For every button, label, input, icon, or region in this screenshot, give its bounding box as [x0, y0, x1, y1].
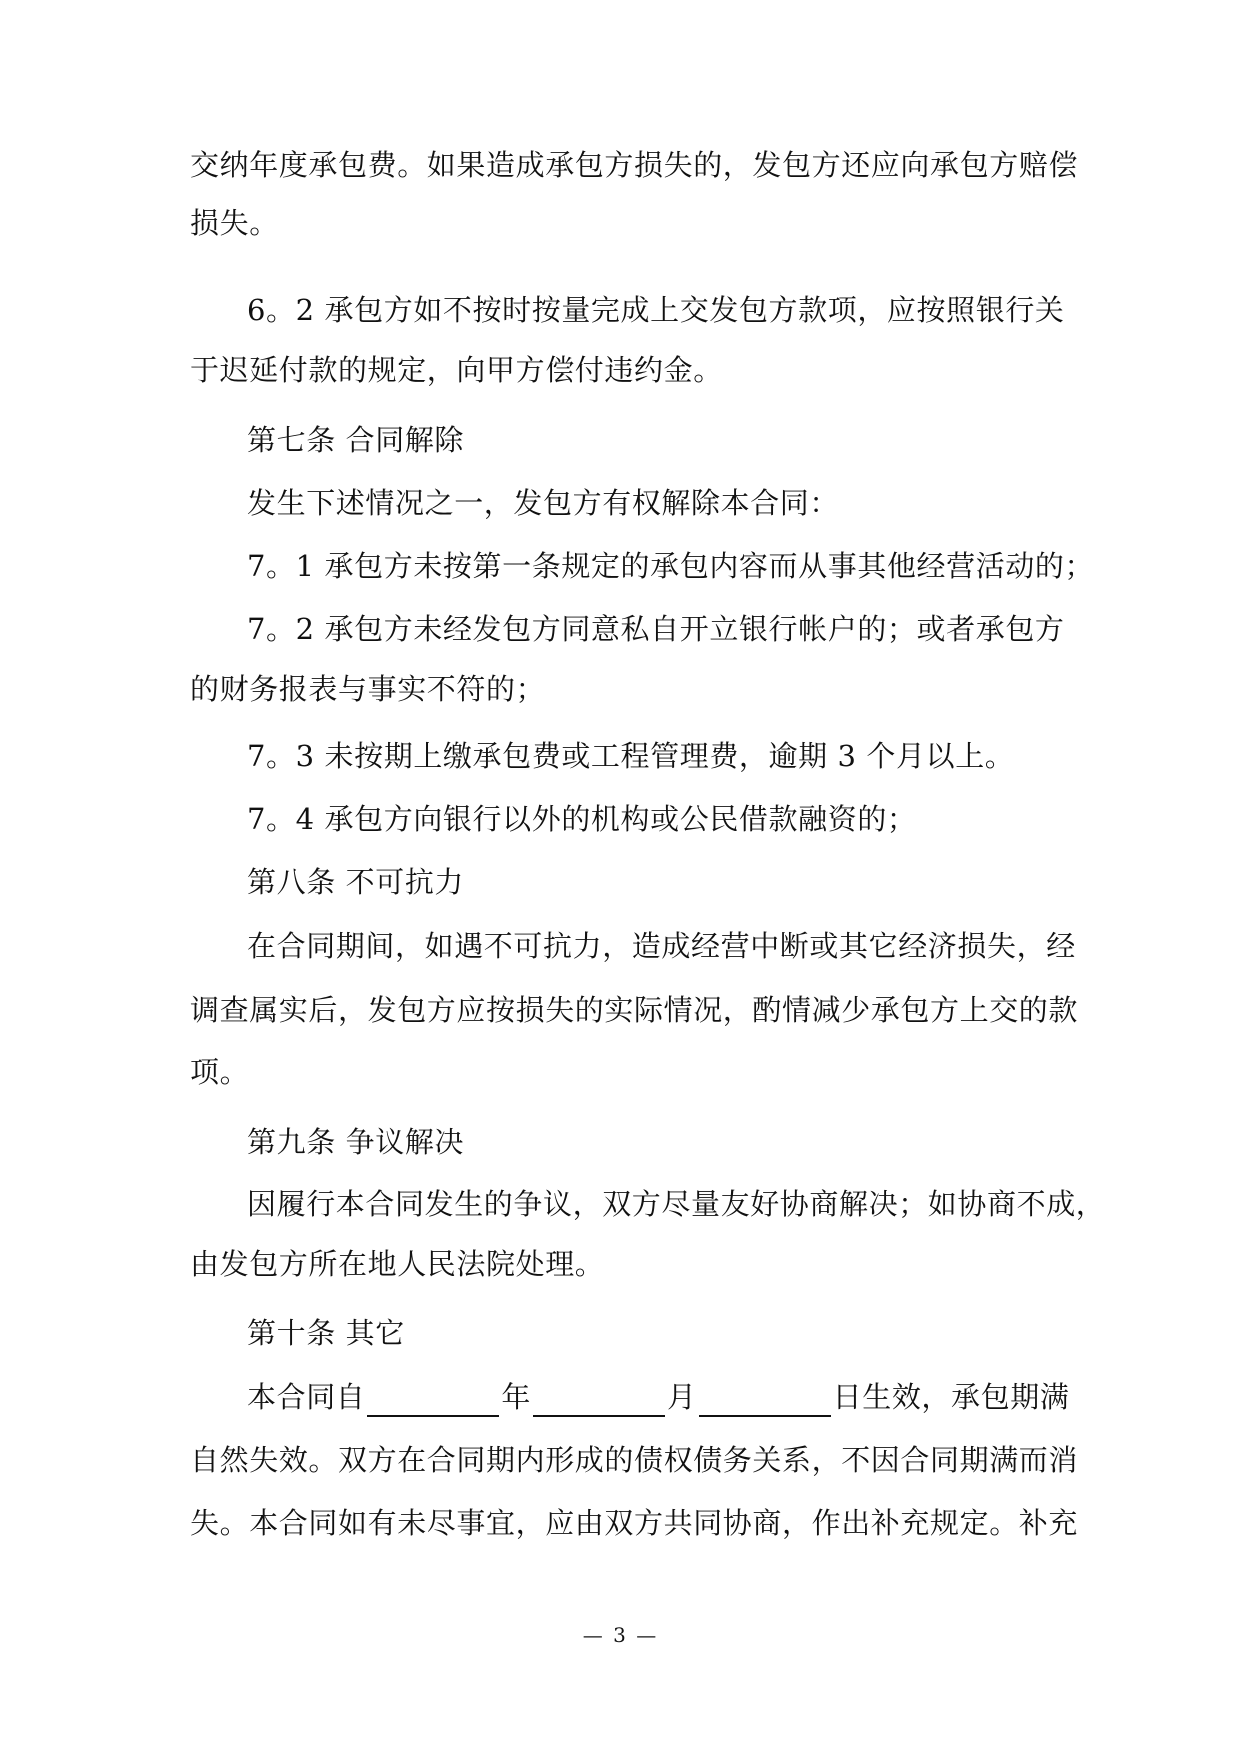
article-10-heading: 第十条 其它 [247, 1316, 405, 1350]
paragraph-line: 失。本合同如有未尽事宜，应由双方共同协商，作出补充规定。补充 [190, 1506, 1079, 1540]
paragraph-line: 因履行本合同发生的争议，双方尽量友好协商解决；如协商不成， [247, 1187, 1106, 1221]
paragraph-line: 于迟延付款的规定，向甲方偿付违约金。 [190, 353, 723, 387]
paragraph-line: 的财务报表与事实不符的； [190, 672, 546, 706]
clause-7-1-line: 7。1 承包方未按第一条规定的承包内容而从事其他经营活动的； [247, 549, 1095, 583]
paragraph-line: 发生下述情况之一，发包方有权解除本合同： [247, 486, 840, 520]
paragraph-line: 项。 [190, 1055, 250, 1089]
article-8-heading: 第八条 不可抗力 [247, 865, 465, 899]
page-number: — 3 — [582, 1623, 659, 1647]
paragraph-line: 调查属实后，发包方应按损失的实际情况，酌情减少承包方上交的款 [190, 993, 1079, 1027]
effective-suffix: 日生效，承包期满 [832, 1380, 1070, 1414]
day-blank[interactable] [699, 1385, 831, 1417]
article-7-heading: 第七条 合同解除 [247, 423, 465, 457]
article-9-heading: 第九条 争议解决 [247, 1125, 465, 1159]
month-label: 月 [667, 1380, 697, 1414]
year-label: 年 [501, 1380, 532, 1414]
effective-prefix: 本合同自 [247, 1380, 366, 1414]
paragraph-line: 自然失效。双方在合同期内形成的债权债务关系，不因合同期满而消 [190, 1443, 1079, 1477]
effective-date-line [247, 1377, 1069, 1417]
paragraph-line: 在合同期间，如遇不可抗力，造成经营中断或其它经济损失，经 [247, 929, 1076, 963]
clause-7-3-line: 7。3 未按期上缴承包费或工程管理费，逾期 3 个月以上。 [247, 739, 1015, 773]
clause-7-4-line: 7。4 承包方向银行以外的机构或公民借款融资的； [247, 802, 917, 836]
month-blank[interactable] [533, 1385, 665, 1417]
clause-7-2-line: 7。2 承包方未经发包方同意私自开立银行帐户的；或者承包方 [247, 612, 1065, 646]
paragraph-line: 交纳年度承包费。如果造成承包方损失的，发包方还应向承包方赔偿 [190, 148, 1079, 182]
year-blank[interactable] [367, 1385, 499, 1417]
clause-6-2-line: 6。2 承包方如不按时按量完成上交发包方款项，应按照银行关 [247, 293, 1065, 327]
paragraph-line: 由发包方所在地人民法院处理。 [190, 1247, 605, 1281]
paragraph-line: 损失。 [190, 206, 279, 240]
